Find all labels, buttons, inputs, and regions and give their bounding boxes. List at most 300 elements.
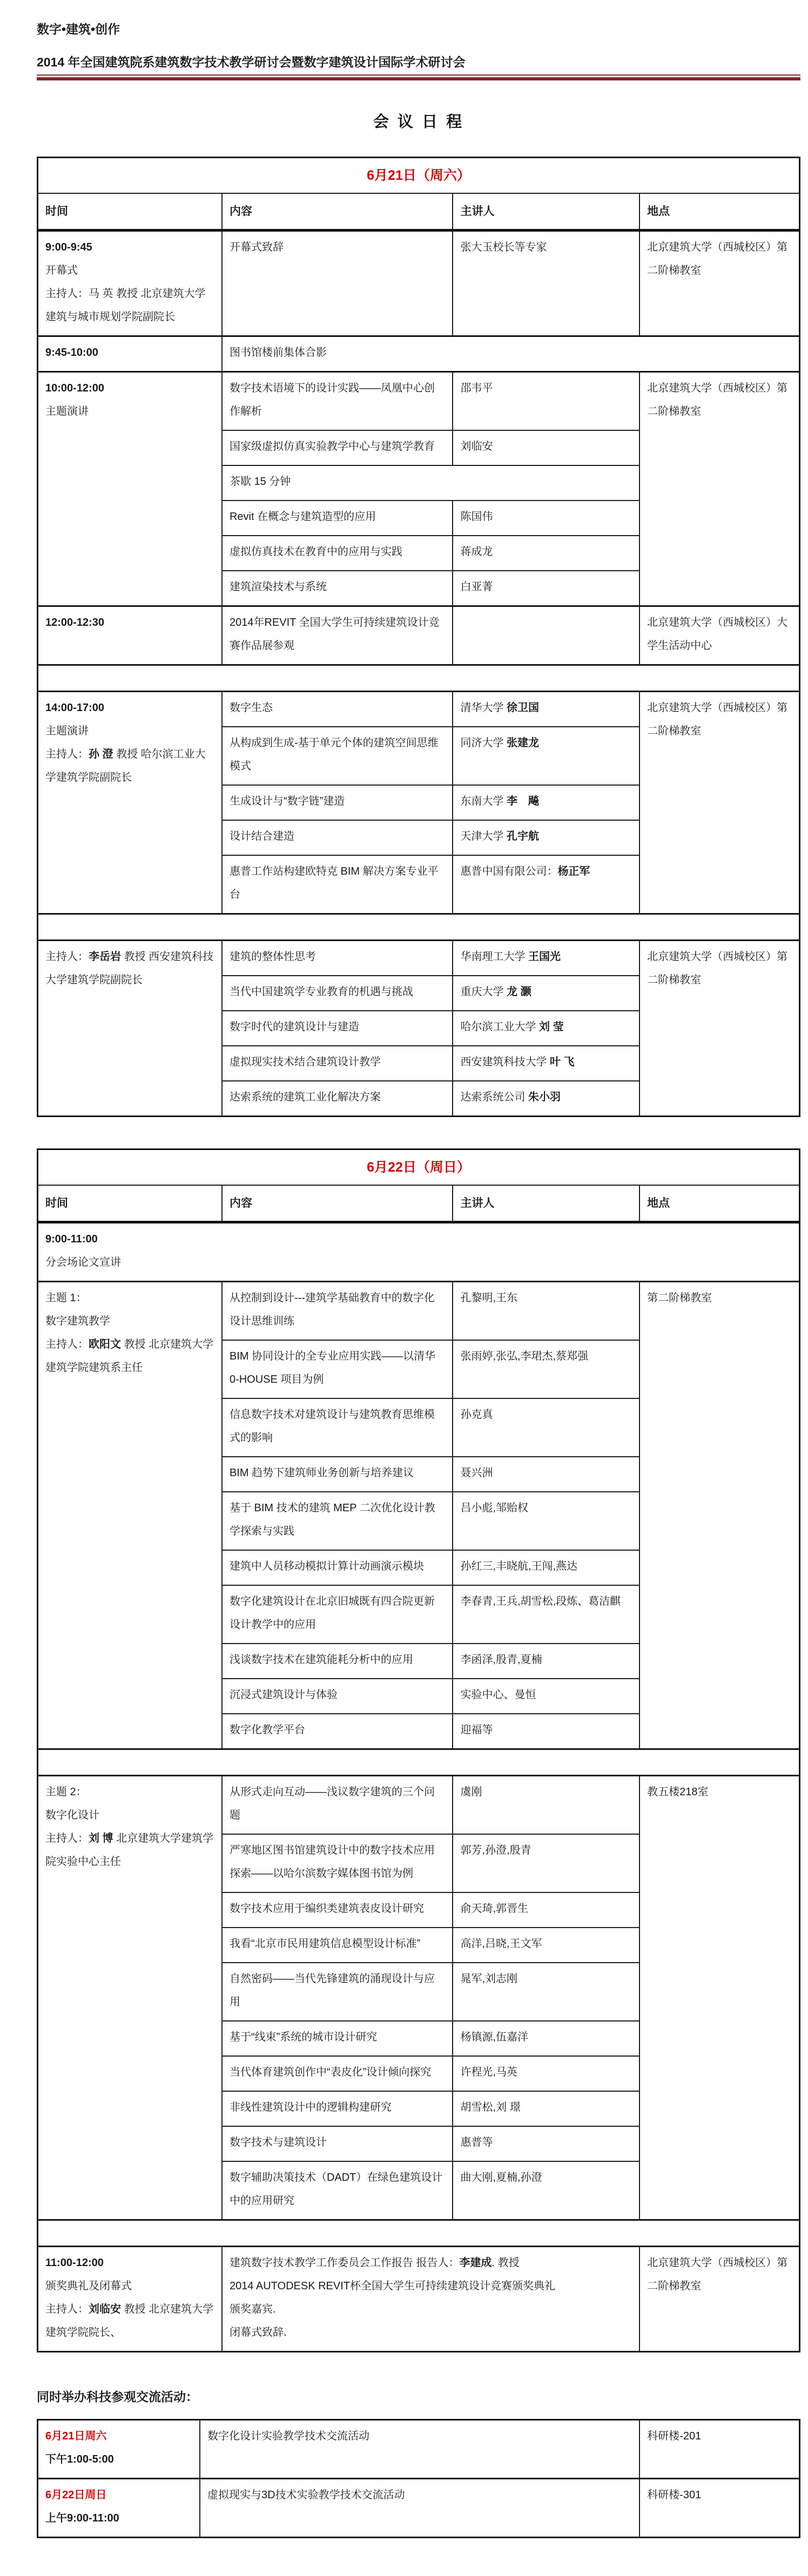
emphasized-text: 孙 澄 <box>89 748 113 761</box>
text-segment: 建筑渲染技术与系统 <box>229 581 327 593</box>
text-segment: BIM 趋势下建筑师业务创新与培养建议 <box>229 1467 414 1479</box>
cell-line <box>230 1345 446 1391</box>
cell-line <box>230 1287 446 1333</box>
speaker-cell <box>453 1644 639 1679</box>
side-events-title: 同时举办科技参观交流活动： <box>37 2390 198 2404</box>
text-segment: 国家级虚拟仿真实验教学中心与建筑学教育 <box>229 441 435 453</box>
text-segment: 主持人： <box>45 748 89 761</box>
cell-line <box>45 1251 792 1274</box>
text-segment: 浅谈数字技术在建筑能耗分析中的应用 <box>229 1654 413 1666</box>
spacer-cell <box>38 2220 800 2247</box>
emphasized-text: 张建龙 <box>507 737 540 749</box>
table-row <box>38 2420 800 2479</box>
table-row <box>38 336 800 372</box>
cell-line <box>230 435 446 458</box>
content-cell <box>222 2091 453 2126</box>
text-segment: 主持人： <box>45 1833 89 1845</box>
text-segment: 数字化教学平台 <box>229 1724 305 1736</box>
text-segment: 许程光,马英 <box>460 2066 518 2079</box>
text-segment: 曲大刚,夏楠,孙澄 <box>460 2172 542 2184</box>
cell-line <box>45 282 214 329</box>
text-segment: 信息数字技术对建筑设计与建筑教育思维模式的影响 <box>229 1409 435 1444</box>
time-cell <box>38 231 222 336</box>
content-cell <box>222 1834 453 1892</box>
text-segment: 闭幕式致辞. <box>229 2327 287 2339</box>
text-segment: 2014年REVIT 全国大学生可持续建筑设计竞赛作品展参观 <box>229 617 440 652</box>
text-segment: 非线性建筑设计中的逻辑构建研究 <box>229 2101 392 2114</box>
speaker-cell <box>453 1398 639 1457</box>
text-segment: 分会场论文宣讲 <box>45 1256 121 1269</box>
text-segment: 惠普等 <box>460 2136 493 2149</box>
text-segment: 吕小彪,邹贻权 <box>460 1502 529 1515</box>
text-segment: 颁奖嘉宾. <box>229 2303 276 2316</box>
table-row <box>38 1185 800 1222</box>
text-segment: 教授 哈尔滨工业大学建筑学院副院长 <box>45 748 206 784</box>
location-cell: 北京建筑大学（西城校区）第二阶梯教室 <box>639 231 799 336</box>
speaker-cell <box>453 1046 639 1081</box>
cell-line <box>45 611 214 634</box>
text-segment: 教授 北京建筑大学建筑学院院长、 <box>45 2303 214 2339</box>
content-cell <box>222 855 453 914</box>
text-segment: 数字时代的建筑设计与建造 <box>229 1021 359 1033</box>
text-segment: 严寒地区图书馆建筑设计中的数字技术应用探索——以哈尔滨数字媒体图书馆为例 <box>229 1844 435 1880</box>
text-segment: 我看“北京市民用建筑信息模型设计标准” <box>229 1938 421 1950</box>
text-segment: 孙克真 <box>460 1409 493 1421</box>
table-row <box>38 2479 800 2538</box>
text-segment: 蒋成龙 <box>460 546 493 558</box>
content-cell <box>222 372 453 431</box>
speaker-cell <box>453 1340 639 1398</box>
cell-line <box>230 2298 632 2321</box>
column-header: 时间 <box>38 1185 222 1222</box>
content-cell <box>222 1340 453 1398</box>
table-row <box>38 231 800 336</box>
emphasized-text: 杨正军 <box>557 866 590 878</box>
speaker-cell <box>453 231 639 336</box>
cell-line <box>230 1932 446 1956</box>
column-header: 内容 <box>222 193 453 231</box>
time-cell <box>38 606 222 665</box>
speaker-cell <box>453 1834 639 1892</box>
speaker-cell <box>453 820 639 855</box>
emphasized-text: 12:00-12:30 <box>45 617 104 629</box>
table-row <box>38 1222 800 1282</box>
cell-line <box>45 720 214 743</box>
text-segment: 开幕式 <box>45 265 78 277</box>
cell-line <box>230 2166 446 2213</box>
cell-line <box>230 825 446 848</box>
cell-line <box>45 2298 214 2344</box>
location-cell: 科研楼-201 <box>639 2420 799 2479</box>
speaker-cell <box>453 1550 639 1585</box>
spacer-cell <box>38 665 800 692</box>
location-cell: 教五楼218室 <box>639 1776 799 2220</box>
text-segment: 生成设计与“数字链”建造 <box>229 795 345 808</box>
text-segment: 重庆大学 <box>460 986 507 998</box>
text-segment: 杨镇源,伍嘉洋 <box>460 2031 529 2044</box>
cell-line <box>230 1683 446 1707</box>
text-segment: 刘临安 <box>460 441 493 453</box>
location-cell: 第二阶梯教室 <box>639 1282 799 1749</box>
speaker-cell <box>453 1963 639 2021</box>
location-cell: 北京建筑大学（西城校区）第二阶梯教室 <box>639 372 799 606</box>
text-segment: 自然密码——当代先锋建筑的涌现设计与应用 <box>229 1973 435 2009</box>
text-segment: 孔黎明,王东 <box>460 1292 518 1304</box>
text-segment: 虚拟仿真技术在教育中的应用与实践 <box>229 546 402 558</box>
text-segment: 惠普工作站构建欧特克 BIM 解决方案专业平台 <box>229 866 439 901</box>
content-cell <box>222 2126 453 2161</box>
agenda-title: 会 议 日 程 <box>373 113 464 131</box>
content-cell <box>222 2161 453 2220</box>
emphasized-text: 徐卫国 <box>507 702 540 714</box>
speaker-cell <box>453 1282 639 1341</box>
cell-line <box>230 377 446 423</box>
column-header: 地点 <box>639 193 799 231</box>
content-cell <box>222 941 453 976</box>
content-cell <box>222 1492 453 1550</box>
cell-line <box>45 1827 214 1874</box>
table-row <box>38 692 800 727</box>
text-segment: 数字化设计 <box>45 1809 99 1822</box>
cell-line <box>45 945 214 992</box>
cell-line <box>45 1781 214 1804</box>
content-cell <box>222 1776 453 1835</box>
content-cell <box>222 820 453 855</box>
cell-line <box>230 1051 446 1074</box>
cell-line <box>230 236 446 259</box>
text-segment: 教授 北京建筑大学建筑学院建筑系主任 <box>45 1338 214 1374</box>
cell-line <box>230 1648 446 1672</box>
text-segment: 建筑中人员移动模拟计算计动画演示模块 <box>229 1560 424 1573</box>
cell-line <box>45 236 214 259</box>
emphasized-text: 14:00-17:00 <box>45 702 104 714</box>
speaker-cell <box>453 536 639 571</box>
cell-line <box>45 1333 214 1380</box>
table-row <box>38 1282 800 1341</box>
speaker-cell <box>453 2056 639 2091</box>
location-cell: 科研楼-301 <box>639 2479 799 2538</box>
session-cell <box>38 1222 800 1282</box>
table-row <box>38 914 800 941</box>
content-cell <box>222 727 453 785</box>
speaker-cell <box>453 1492 639 1550</box>
speaker-cell <box>453 1714 639 1749</box>
text-segment: 数字化建筑设计在北京旧城既有四合院更新设计教学中的应用 <box>229 1595 435 1631</box>
activity-cell: 虚拟现实与3D技术实验教学技术交流活动 <box>200 2479 639 2538</box>
time-cell <box>38 941 222 1117</box>
text-segment: 郭芳,孙澄,殷青 <box>460 1844 531 1857</box>
cell-line <box>230 1086 446 1109</box>
text-segment: 清华大学 <box>460 702 507 714</box>
schedule-table-day2 <box>37 1148 800 2352</box>
content-cell <box>222 785 453 820</box>
cell-line <box>230 1968 446 2014</box>
speaker-cell <box>453 785 639 820</box>
cell-line <box>230 505 446 529</box>
cell-line <box>230 981 446 1004</box>
speaker-cell <box>453 571 639 606</box>
text-segment: 当代体育建筑创作中“表皮化”设计倾向探究 <box>229 2066 432 2079</box>
content-cell <box>222 1892 453 1928</box>
text-segment: 主题演讲 <box>45 405 89 418</box>
speaker-cell <box>453 1081 639 1117</box>
table-row <box>38 2220 800 2247</box>
column-header: 时间 <box>38 193 222 231</box>
cell-line <box>230 2131 446 2154</box>
text-segment: 同济大学 <box>460 737 507 749</box>
text-segment: 数字辅助决策技术（DADT）在绿色建筑设计中的应用研究 <box>229 2172 443 2207</box>
content-cell <box>222 501 453 536</box>
text-segment: 建筑数字技术教学工作委员会工作报告 报告人： <box>229 2257 460 2269</box>
speaker-cell <box>453 1679 639 1714</box>
text-segment: 晁军,刘志刚 <box>460 1973 518 1985</box>
location-cell: 北京建筑大学（西城校区）大学生活动中心 <box>639 606 799 665</box>
cell-line <box>230 2026 446 2049</box>
text-segment: 李春青,王兵,胡雪松,段炼、葛洁麒 <box>460 1595 621 1608</box>
content-cell <box>222 430 453 465</box>
cell-line <box>230 1719 446 1742</box>
table-row <box>38 2247 800 2352</box>
cell-line <box>45 1228 792 1251</box>
spacer-cell <box>38 914 800 941</box>
table-row <box>38 665 800 692</box>
text-segment: 华南理工大学 <box>460 951 529 963</box>
emphasized-text: 叶 飞 <box>550 1056 575 1069</box>
emphasized-text: 朱小羽 <box>528 1091 561 1104</box>
event-date: 6月21日周六 <box>45 2430 107 2443</box>
content-cell <box>222 1644 453 1679</box>
emphasized-text: 刘临安 <box>89 2303 121 2316</box>
text-segment: 高洋,吕晓,王文军 <box>460 1938 542 1950</box>
column-header: 主讲人 <box>453 1185 639 1222</box>
table-row <box>38 158 800 194</box>
cell-line <box>230 1839 446 1885</box>
text-segment: 从控制到设计---建筑学基础教育中的数字化设计思维训练 <box>229 1292 435 1328</box>
cell-line <box>230 2061 446 2084</box>
text-segment: 主持人： <box>45 2303 89 2316</box>
content-cell <box>222 571 453 606</box>
speaker-cell <box>453 372 639 431</box>
text-segment: 数字生态 <box>229 702 273 714</box>
text-segment: 聂兴洲 <box>460 1467 493 1479</box>
text-segment: 虞刚 <box>460 1786 482 1799</box>
text-segment: 胡雪松,刘 璟 <box>460 2101 521 2114</box>
content-cell <box>222 2021 453 2056</box>
event-time: 上午9:00-11:00 <box>45 2512 119 2525</box>
cell-line <box>230 697 446 720</box>
content-cell <box>222 336 800 372</box>
text-segment: 惠普中国有限公司： <box>460 866 558 878</box>
date-header: 6月21日（周六） <box>38 158 800 194</box>
text-segment: 俞天琦,郭晋生 <box>460 1903 529 1915</box>
time-cell <box>38 2420 200 2479</box>
content-cell <box>222 1963 453 2021</box>
text-segment: 数字技术与建筑设计 <box>229 2136 327 2149</box>
text-segment: 虚拟现实技术结合建筑设计教学 <box>229 1056 381 1069</box>
emphasized-text: 李建成 <box>459 2257 492 2269</box>
event-date: 6月22日周日 <box>45 2489 107 2501</box>
cell-line <box>230 2321 632 2344</box>
text-segment: 张雨婷,张弘,李珺杰,蔡郑强 <box>460 1350 589 1363</box>
cell-line <box>230 1403 446 1450</box>
text-segment: 陈国伟 <box>460 511 493 523</box>
emphasized-text: 李岳岩 <box>89 951 121 963</box>
text-segment: 主题 2： <box>45 1786 87 1799</box>
time-cell <box>38 1282 222 1749</box>
content-cell <box>222 692 453 727</box>
time-cell <box>38 336 222 372</box>
table-gap <box>37 1117 800 1148</box>
table-row <box>38 1776 800 1835</box>
content-cell <box>222 536 453 571</box>
text-segment: 张大玉校长等专家 <box>460 241 547 254</box>
cell-line <box>230 945 446 969</box>
text-segment: 主题演讲 <box>45 725 89 738</box>
cell-line <box>45 400 214 423</box>
speaker-cell <box>453 501 639 536</box>
text-segment: 主持人： <box>45 1338 89 1351</box>
text-segment: 基于 BIM 技术的建筑 MEP 二次优化设计教学探索与实践 <box>229 1502 435 1538</box>
cell-line <box>230 790 446 813</box>
speaker-cell <box>453 727 639 785</box>
emphasized-text: 李 飚 <box>507 795 540 808</box>
speaker-cell <box>453 1776 639 1835</box>
column-header: 内容 <box>222 1185 453 1222</box>
emphasized-text: 刘 莹 <box>539 1021 564 1033</box>
emphasized-text: 9:00-11:00 <box>45 1233 98 1246</box>
cell-line <box>230 540 446 564</box>
table-row <box>38 1749 800 1776</box>
speaker-cell <box>453 1928 639 1963</box>
time-cell <box>38 692 222 914</box>
event-time: 下午1:00-5:00 <box>45 2453 114 2466</box>
speaker-cell <box>453 1892 639 1928</box>
text-segment: 茶歇 15 分钟 <box>229 476 291 488</box>
content-cell <box>222 1457 453 1492</box>
emphasized-text: 孔宇航 <box>507 830 540 843</box>
cell-line <box>230 341 792 364</box>
content-cell <box>222 1585 453 1644</box>
content-cell <box>222 1398 453 1457</box>
text-segment: . 教授 <box>491 2257 520 2269</box>
text-segment: 邵韦平 <box>460 382 493 395</box>
text-segment: 数字技术语境下的设计实践——凤凰中心创作解析 <box>229 382 435 418</box>
cell-line <box>45 377 214 400</box>
text-segment: 图书馆楼前集体合影 <box>229 347 327 359</box>
content-cell <box>222 1679 453 1714</box>
cell-line <box>230 1590 446 1637</box>
text-segment: 基于“线束”系统的城市设计研究 <box>229 2031 378 2044</box>
cell-line <box>45 1287 214 1310</box>
text-segment: 达索系统公司 <box>460 1091 529 1104</box>
table-row <box>38 606 800 665</box>
text-segment: 教授 西安建筑科技大学建筑学院副院长 <box>45 951 214 986</box>
cell-line <box>230 576 446 599</box>
table-row <box>38 941 800 976</box>
cell-line <box>45 2252 214 2275</box>
text-segment: 颁奖典礼及闭幕式 <box>45 2280 132 2293</box>
content-cell <box>222 1081 453 1117</box>
text-segment: 数字建筑教学 <box>45 1315 110 1328</box>
cell-line <box>230 732 446 778</box>
emphasized-text: 11:00-12:00 <box>45 2257 104 2269</box>
cell-line <box>230 470 632 493</box>
cell-line <box>230 860 446 907</box>
content-cell <box>222 465 639 501</box>
text-segment: 开幕式致辞 <box>229 241 284 254</box>
text-segment: 孙红三,丰晓航,王闯,燕达 <box>460 1560 578 1573</box>
column-header: 主讲人 <box>453 193 639 231</box>
content-cell <box>222 2247 639 2352</box>
text-segment: 数字技术应用于编织类建筑表皮设计研究 <box>229 1903 424 1915</box>
location-cell: 北京建筑大学（西城校区）第二阶梯教室 <box>639 2247 799 2352</box>
text-segment: 白亚菁 <box>460 581 493 593</box>
emphasized-text: 9:00-9:45 <box>45 241 92 254</box>
text-segment: BIM 协同设计的全专业应用实践——以清华 0-HOUSE 项目为例 <box>229 1350 436 1386</box>
text-segment: 实验中心、曼恒 <box>460 1689 536 1701</box>
content-cell <box>222 2056 453 2091</box>
text-segment: 设计结合建造 <box>229 830 294 843</box>
speaker-cell <box>453 692 639 727</box>
text-segment: 李函泽,殷青,夏楠 <box>460 1654 542 1666</box>
emphasized-text: 欧阳文 <box>89 1338 121 1351</box>
activity-cell: 数字化设计实验教学技术交流活动 <box>200 2420 639 2479</box>
content-cell <box>222 231 453 336</box>
text-segment: Revit 在概念与建筑造型的应用 <box>229 511 376 523</box>
date-header: 6月22日（周日） <box>38 1150 800 1186</box>
content-cell <box>222 976 453 1011</box>
speaker-cell <box>453 606 639 665</box>
content-cell <box>222 1011 453 1046</box>
cell-line <box>230 2096 446 2119</box>
emphasized-text: 刘 博 <box>89 1833 113 1845</box>
cell-line <box>230 1497 446 1543</box>
content-cell <box>222 1282 453 1341</box>
cell-line <box>230 1016 446 1039</box>
content-cell <box>222 606 453 665</box>
table-row <box>38 372 800 431</box>
divider-rule <box>37 75 800 80</box>
cell-line <box>230 1555 446 1578</box>
speaker-cell <box>453 1011 639 1046</box>
cell-line <box>230 2275 632 2298</box>
speaker-cell <box>453 1585 639 1644</box>
text-segment: 哈尔滨工业大学 <box>460 1021 540 1033</box>
content-cell <box>222 1714 453 1749</box>
speaker-cell <box>453 2021 639 2056</box>
speaker-cell <box>453 1457 639 1492</box>
emphasized-text: 王国光 <box>528 951 561 963</box>
time-cell <box>38 2479 200 2538</box>
text-segment: 从形式走向互动——浅议数字建筑的三个问题 <box>229 1786 435 1822</box>
table-row <box>38 1150 800 1186</box>
content-cell <box>222 1046 453 1081</box>
text-segment: 主题 1： <box>45 1292 87 1304</box>
text-segment: 北京建筑大学建筑学院实验中心主任 <box>45 1833 214 1868</box>
speaker-cell <box>453 976 639 1011</box>
speaker-cell <box>453 855 639 914</box>
column-header: 地点 <box>639 1185 799 1222</box>
emphasized-text: 10:00-12:00 <box>45 382 104 395</box>
cell-line <box>45 1804 214 1827</box>
text-segment: 建筑的整体性思考 <box>229 951 316 963</box>
cell-line <box>230 2252 632 2275</box>
time-cell <box>38 372 222 606</box>
text-segment: 从构成到生成-基于单元个体的建筑空间思维模式 <box>229 737 439 773</box>
content-cell <box>222 1928 453 1963</box>
cell-line <box>45 2275 214 2298</box>
cell-line <box>45 697 214 720</box>
